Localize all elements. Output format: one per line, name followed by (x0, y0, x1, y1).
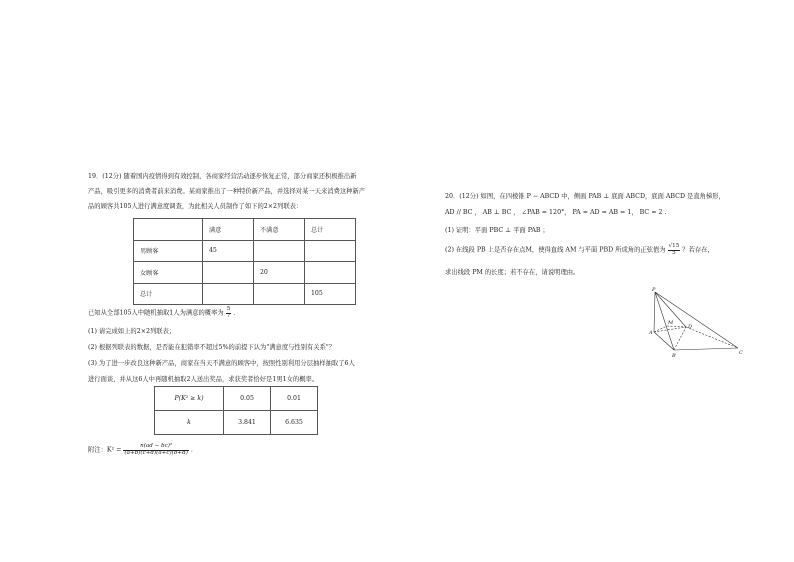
table-cell (203, 262, 254, 284)
table-row (155, 387, 318, 411)
q19-part1: (1) 请完成如上的2×2列联表； (88, 328, 176, 335)
q20-part2-suffix: ？若存在， (682, 246, 714, 254)
edge-bc (674, 348, 738, 350)
q19-prob-prefix: 已知从全部105人中随机抽取1人为满意的概率为 (88, 309, 224, 317)
note-suffix: . (190, 446, 193, 454)
label-b: B (672, 353, 676, 358)
table-cell: P(K² ≥ k) (155, 387, 224, 411)
q20-line1: 20．(12分) 如图，在四棱锥 P − ABCD 中，侧面 PAB ⊥ 底面 ABCD，底面 ABCD 是直角梯形， (445, 193, 725, 200)
table-cell: 105 (305, 283, 356, 305)
table-row (134, 283, 356, 305)
table-cell (254, 283, 305, 305)
pyramid-figure (640, 284, 752, 358)
q20-part2-line1 (445, 244, 714, 256)
q20-sine-fraction (668, 244, 681, 256)
segment-md (667, 326, 686, 327)
q19-intro-line1: 19．(12分) 随着国内疫情得到有效控制，各商家经营活动逐步恢复正常，部分商家还积极推出新 (88, 173, 357, 180)
fraction-denominator: 5 (672, 249, 676, 256)
table-cell: 满意 (203, 219, 254, 241)
q19-prob-suffix: ． (233, 309, 240, 317)
edge-bd (674, 327, 686, 350)
label-m: M (668, 320, 674, 326)
table-cell: 0.01 (271, 387, 318, 411)
table-cell: 45 (203, 240, 254, 262)
table-cell: 不满意 (254, 219, 305, 241)
table-cell: 20 (254, 262, 305, 284)
fraction-numerator: √15 (668, 243, 680, 249)
q19-part3-line1: (3) 为了进一步改良这种新产品，商家在当天不满意的顾客中，按照性别利用分层抽样抽取了6人 (88, 360, 355, 367)
label-c: C (739, 350, 743, 356)
label-a: A (649, 330, 653, 336)
critical-value-table (154, 386, 318, 435)
label-d: D (688, 324, 693, 330)
q19-intro-line3: 品的顾客共105人进行满意度调查，为此相关人员制作了如下的2×2列联表： (88, 203, 303, 210)
segment-am (654, 326, 667, 332)
table-cell: 总计 (305, 219, 356, 241)
label-p: P (652, 287, 656, 293)
table-cell: 男顾客 (134, 240, 203, 262)
edge-pa (654, 292, 655, 332)
table-row (134, 262, 356, 284)
note-prefix: 附注：K² = (88, 446, 122, 454)
formula-numerator: n(ad − bc)² (123, 444, 188, 451)
q19-intro-line2: 产品，吸引更多的消费者前来消费。某商家推出了一种特价新产品，并选择对某一天来消费这种新产 (88, 188, 366, 195)
table-cell (134, 219, 203, 241)
table-cell (305, 240, 356, 262)
table-cell (305, 262, 356, 284)
chi-square-formula (123, 444, 188, 456)
formula-denominator: (a+b)(c+d)(a+c)(b+d) (124, 449, 188, 456)
table-cell: 总计 (134, 283, 203, 305)
table-cell: 6.635 (271, 411, 318, 435)
contingency-table (133, 218, 356, 305)
fraction-denominator: 7 (226, 312, 231, 319)
q19-formula-note (88, 444, 193, 456)
q20-part2-line2: 求出线段 PM 的长度；若不存在，请说明理由。 (445, 269, 580, 276)
table-row (134, 240, 356, 262)
table-cell: k (155, 411, 224, 435)
q19-part3-line2: 进行面谈，并从这6人中再随机抽取2人送出奖品，求获奖者恰好是1男1女的概率。 (88, 376, 319, 383)
table-cell: 0.05 (224, 387, 271, 411)
table-cell (203, 283, 254, 305)
table-cell (254, 240, 305, 262)
table-row (155, 411, 318, 435)
q19-part2: (2) 根据列联表的数据，是否能在犯错率不超过5%的前提下认为"满意度与性别有关系"？ (88, 344, 336, 351)
q20-part1: (1) 证明：平面 PBC ⊥ 平面 PAB ； (445, 227, 549, 234)
q20-line2: AD // BC ， AB ⊥ BC ， ∠PAB = 120°， PA = AD = AB = 1， BC = 2 . (445, 209, 667, 216)
q20-part2-prefix: (2) 在线段 PB 上是否存在点M，使得直线 AM 与平面 PBD 所成角的正弦值为 (445, 246, 666, 254)
table-cell: 3.841 (224, 411, 271, 435)
q19-probability-line (88, 307, 240, 319)
q19-prob-fraction (226, 307, 232, 319)
fraction-numerator: 5 (226, 306, 231, 312)
table-cell: 女顾客 (134, 262, 203, 284)
table-row (134, 219, 356, 241)
